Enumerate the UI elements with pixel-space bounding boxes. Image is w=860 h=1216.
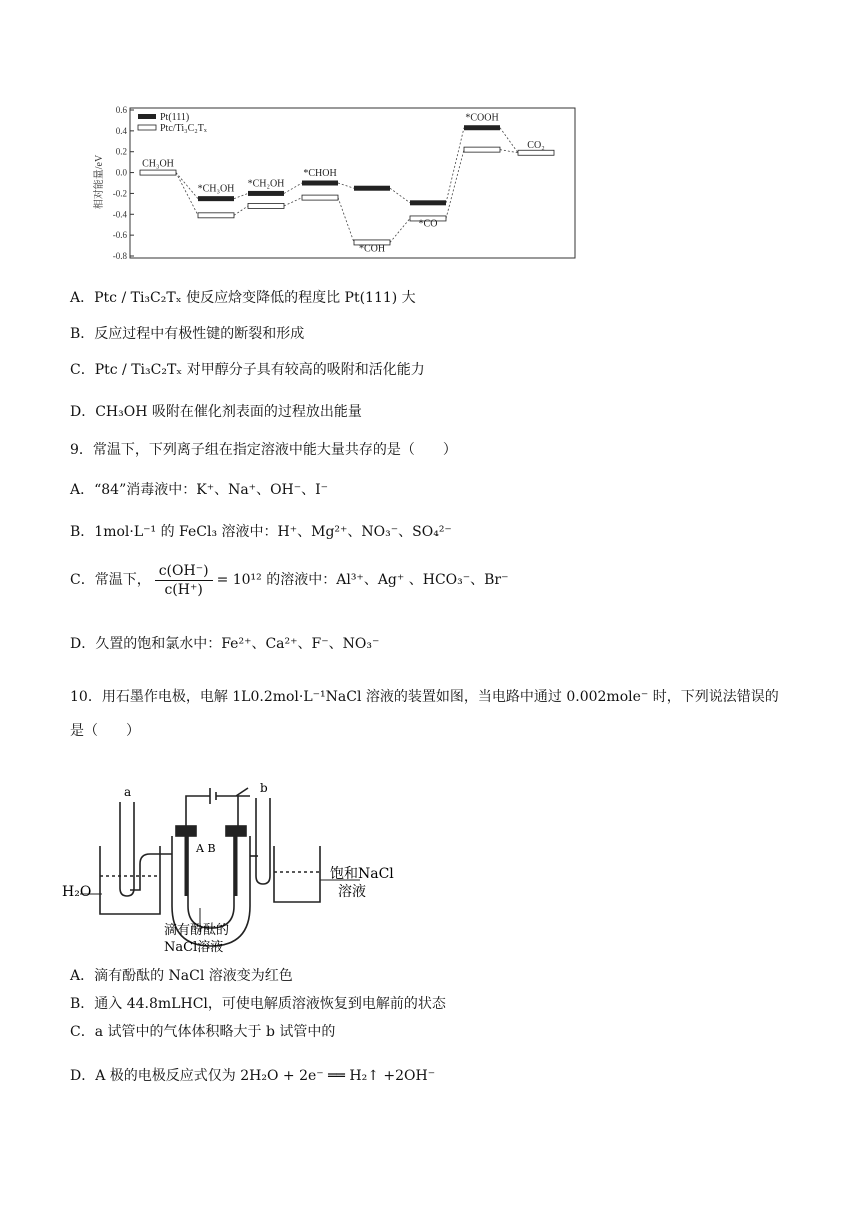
q9-stem: 9．常温下，下列离子组在指定溶液中能大量共存的是（ ）	[70, 442, 457, 458]
q10-option-a: A．滴有酚酞的 NaCl 溶液变为红色	[70, 968, 293, 984]
q10-option-c: C．a 试管中的气体体积略大于 b 试管中的	[70, 1024, 336, 1040]
level-pt111	[198, 196, 234, 201]
y-axis	[113, 105, 134, 261]
y-tick-label: -0.2	[112, 188, 127, 199]
y-axis-label: 相对能量/eV	[94, 154, 105, 210]
label-phenolphthalein-2: NaCl溶液	[164, 940, 224, 955]
q9-option-a: A．“84”消毒液中：K⁺、Na⁺、OH⁻、I⁻	[70, 482, 329, 498]
state-label: CH₃OH	[142, 158, 174, 170]
ratio-fraction	[155, 562, 213, 599]
level-ptc	[248, 203, 284, 208]
level-ptc	[518, 150, 554, 155]
q9-option-b: B．1mol·L⁻¹ 的 FeCl₃ 溶液中：H⁺、Mg²⁺、NO₃⁻、SO₄²⁻	[70, 524, 452, 540]
electrode-a-cap	[176, 826, 196, 836]
energy-profile-chart	[92, 100, 582, 270]
level-ptc	[464, 147, 500, 152]
connector-ptc	[176, 173, 198, 216]
connector-pt111	[284, 183, 302, 193]
connector-pt111	[234, 193, 248, 198]
electrolysis-apparatus-figure	[60, 776, 400, 956]
level-ptc	[140, 170, 176, 175]
y-tick-label: -0.6	[112, 230, 127, 241]
q8-option-c: C．Ptc / Ti₃C₂Tₓ 对甲醇分子具有较高的吸附和活化能力	[70, 362, 425, 378]
legend-swatch-pt111	[138, 114, 156, 119]
y-tick-label: 0.2	[115, 146, 127, 157]
connector-ptc	[338, 198, 354, 243]
state-label: *CHOH	[303, 168, 337, 179]
q8-option-d: D．CH₃OH 吸附在催化剂表面的过程放出能量	[70, 404, 362, 420]
q8-option-a: A．Ptc / Ti₃C₂Tₓ 使反应焓变降低的程度比 Pt(111) 大	[70, 290, 416, 306]
connector-pt111	[446, 128, 464, 203]
label-phenolphthalein-1: 滴有酚酞的	[164, 923, 230, 938]
right-beaker	[274, 846, 320, 902]
connector-pt111	[338, 183, 354, 188]
left-beaker	[100, 846, 160, 914]
q10-option-d: D．A 极的电极反应式仅为 2H₂O + 2e⁻ ══ H₂↑ +2OH⁻	[70, 1068, 436, 1084]
state-label: CO₂	[527, 139, 545, 151]
q10-option-b: B．通入 44.8mLHCl，可使电解质溶液恢复到电解前的状态	[70, 996, 446, 1012]
label-electrodes-ab: A B	[196, 842, 216, 855]
wire-left	[186, 796, 210, 826]
label-a: a	[124, 785, 132, 799]
label-b: b	[260, 781, 268, 795]
tube-link-left	[130, 854, 172, 890]
y-tick-label: -0.8	[112, 251, 127, 261]
level-pt111	[354, 186, 390, 191]
legend-label-pt111: Pt(111)	[160, 112, 190, 123]
level-ptc	[198, 213, 234, 218]
level-pt111	[302, 181, 338, 186]
legend-swatch-ptc	[138, 125, 156, 130]
state-label: *COOH	[465, 112, 499, 124]
legend	[138, 112, 207, 134]
electrode-b-cap	[226, 826, 246, 836]
level-pt111	[248, 191, 284, 196]
battery-icon	[210, 788, 216, 804]
q9-option-c-prefix: C．常温下，	[70, 572, 151, 588]
switch-icon	[216, 788, 250, 826]
q9-option-c	[70, 560, 509, 600]
q9-option-d: D．久置的饱和氯水中：Fe²⁺、Ca²⁺、F⁻、NO₃⁻	[70, 636, 380, 652]
connector-ptc	[234, 206, 248, 215]
legend-label-ptc: Ptc/Ti₃C₂Tₓ	[160, 123, 207, 134]
q10-stem: 10．用石墨作电极，电解 1L0.2mol·L⁻¹NaCl 溶液的装置如图，当电路中通过 0.002mole⁻ 时，下列说法错误的是（ ）	[70, 689, 779, 739]
connector-ptc	[500, 150, 518, 153]
level-pt111	[410, 200, 446, 205]
q8-option-b: B．反应过程中有极性键的断裂和形成	[70, 326, 305, 342]
state-label: *COH	[358, 243, 386, 255]
fraction-denominator: c(H⁺)	[164, 581, 203, 598]
connector-pt111	[390, 188, 410, 203]
connector-ptc	[284, 198, 302, 206]
test-tube-b	[256, 798, 270, 884]
y-tick-label: 0.4	[115, 125, 127, 136]
label-saturated-nacl-2: 溶液	[338, 884, 366, 900]
label-saturated-nacl-1: 饱和NaCl	[330, 866, 394, 882]
state-label: *CH₂OH	[247, 178, 285, 190]
level-pt111	[464, 125, 500, 130]
y-tick-label: 0.6	[115, 105, 127, 115]
y-tick-label: 0.0	[115, 167, 127, 178]
q9-option-c-suffix: = 10¹² 的溶液中：Al³⁺、Ag⁺ 、HCO₃⁻、Br⁻	[216, 572, 509, 588]
level-ptc	[302, 195, 338, 200]
connector-ptc	[446, 150, 464, 219]
label-water: H₂O	[62, 884, 92, 900]
state-label: *CH₃OH	[197, 183, 235, 195]
connector-ptc	[390, 218, 410, 242]
y-tick-label: -0.4	[112, 209, 127, 220]
connector-pt111	[500, 128, 518, 153]
fraction-numerator: c(OH⁻)	[155, 562, 213, 581]
state-label: *CO	[418, 218, 438, 230]
test-tube-a	[120, 802, 134, 896]
